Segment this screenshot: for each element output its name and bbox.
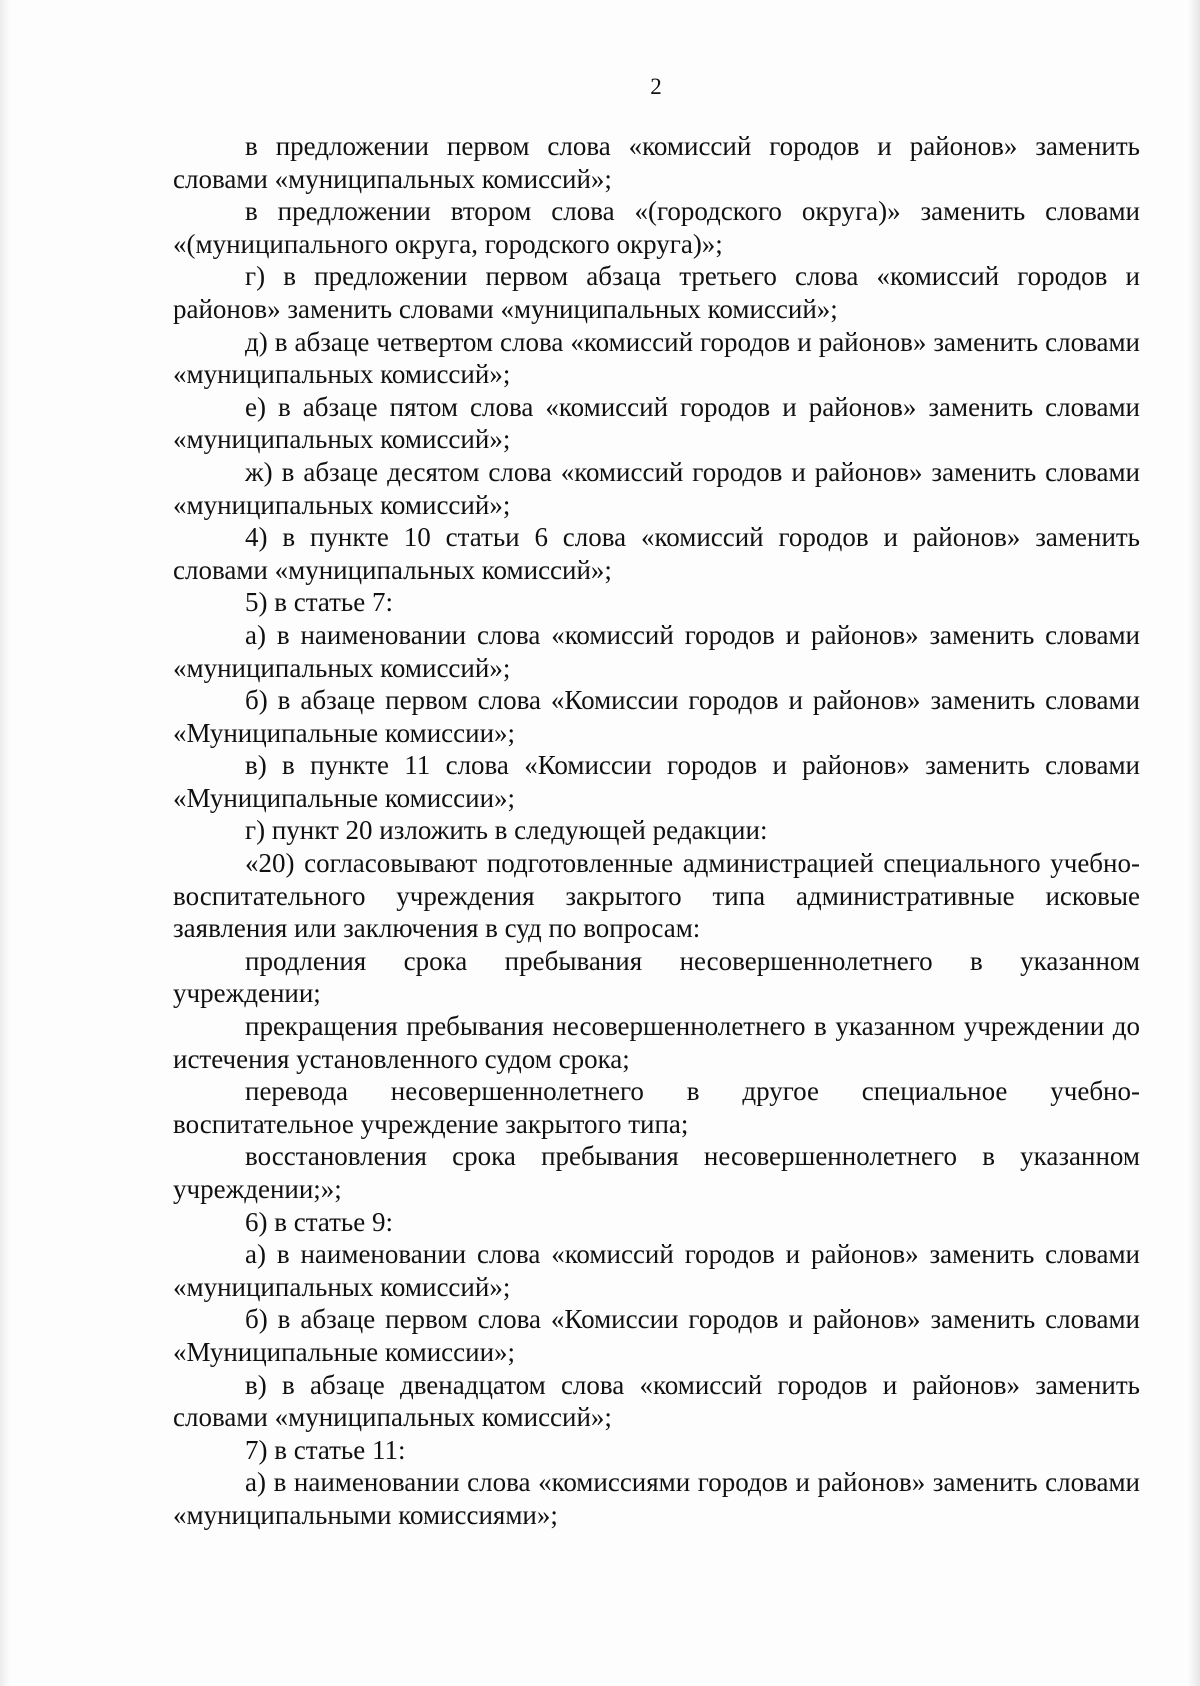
paragraph: прекращения пребывания несовершеннолетнего в указанном учреждении до истечения установленного судом срока; xyxy=(173,1011,1140,1074)
page-number: 2 xyxy=(650,74,662,99)
paragraph: б) в абзаце первом слова «Комиссии городов и районов» заменить словами «Муниципальные комиссии»; xyxy=(173,1304,1140,1367)
paragraph: а) в наименовании слова «комиссий городов и районов» заменить словами «муниципальных комиссий»; xyxy=(173,619,1140,683)
paragraph: «20) согласовывают подготовленные администрацией специального учебно-воспитательного учреждения закрытого типа административные исковые заявления или заключения в суд по вопросам: xyxy=(173,848,1140,944)
scan-edge-left xyxy=(0,0,10,1686)
paragraph: 6) в статье 9: xyxy=(245,1206,393,1237)
paragraph: ж) в абзаце десятом слова «комиссий городов и районов» заменить словами «муниципальных комиссий»; xyxy=(173,456,1140,520)
paragraph: е) в абзаце пятом слова «комиссий городов и районов» заменить словами «муниципальных комиссий»; xyxy=(173,391,1140,455)
paragraph: г) в предложении первом абзаца третьего слова «комиссий городов и районов» заменить словами «муниципальных комиссий»; xyxy=(173,261,1140,324)
paragraph: г) пункт 20 изложить в следующей редакции: xyxy=(245,815,768,846)
scan-edge-right xyxy=(1188,0,1200,1686)
paragraph: д) в абзаце четвертом слова «комиссий городов и районов» заменить словами «муниципальных комиссий»; xyxy=(173,326,1140,390)
document-body xyxy=(173,130,1140,1532)
paragraph: б) в абзаце первом слова «Комиссии городов и районов» заменить словами «Муниципальные комиссии»; xyxy=(173,685,1140,748)
paragraph: 7) в статье 11: xyxy=(245,1434,406,1465)
paragraph: в) в пункте 11 слова «Комиссии городов и районов» заменить словами «Муниципальные комиссии»; xyxy=(173,750,1140,813)
paragraph: в предложении втором слова «(городского округа)» заменить словами «(муниципального округа, городского округа)»; xyxy=(173,196,1140,259)
paragraph: 4) в пункте 10 статьи 6 слова «комиссий городов и районов» заменить словами «муниципальных комиссий»; xyxy=(173,522,1140,585)
paragraph: восстановления срока пребывания несовершеннолетнего в указанном учреждении;»; xyxy=(173,1141,1140,1204)
paragraph: в) в абзаце двенадцатом слова «комиссий городов и районов» заменить словами «муниципальных комиссий»; xyxy=(173,1369,1140,1433)
paragraph: продления срока пребывания несовершеннолетнего в указанном учреждении; xyxy=(173,945,1140,1009)
paragraph: перевода несовершеннолетнего в другое специальное учебно-воспитательное учреждение закрытого типа; xyxy=(173,1076,1140,1139)
paragraph: в предложении первом слова «комиссий городов и районов» заменить словами «муниципальных комиссий»; xyxy=(173,131,1140,194)
paragraph: 5) в статье 7: xyxy=(245,587,393,618)
paragraph: а) в наименовании слова «комиссиями городов и районов» заменить словами «муниципальными комиссиями»; xyxy=(173,1467,1140,1530)
paragraph: а) в наименовании слова «комиссий городов и районов» заменить словами «муниципальных комиссий»; xyxy=(173,1239,1140,1302)
